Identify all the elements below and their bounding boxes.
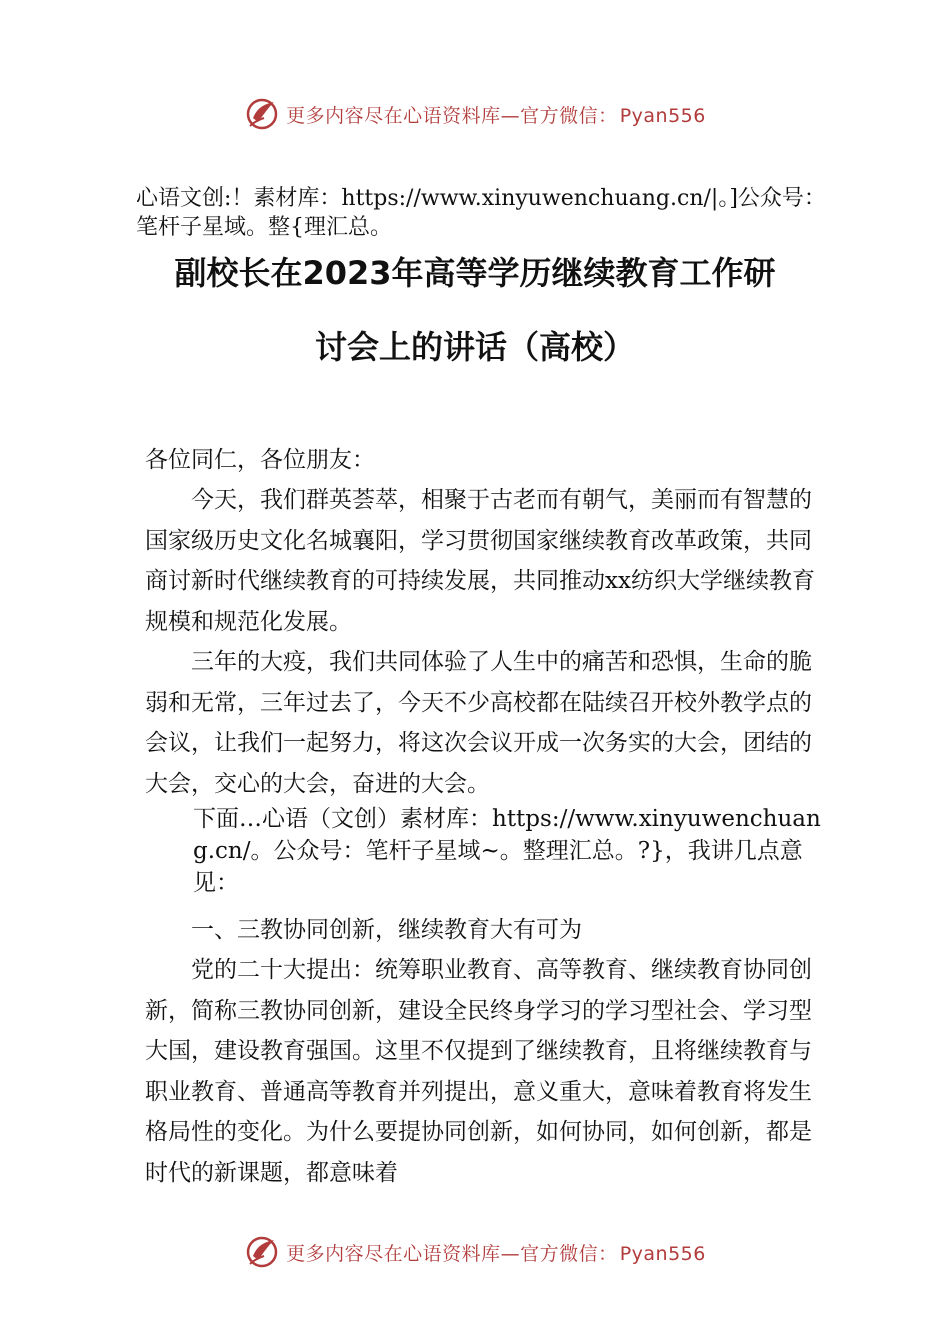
paragraph-1: 今天，我们群英荟萃，相聚于古老而有朝气，美丽而有智慧的国家级历史文化名城襄阳，学习贯彻国家继续教育改革政策，共同商讨新时代继续教育的可持续发展，共同推动xx纺织大学继续教育规模和规范化发展。 (145, 487, 815, 635)
footer-banner (0, 1230, 950, 1274)
document-title-line-2: 讨会上的讲话（高校） (314, 328, 635, 366)
source-line: 心语文创:！素材库：https://www.xinyuwenchuang.cn/|。]公众号：笔杆子星域。整{理汇总。 (136, 186, 826, 240)
paragraph-3: 下面…心语（文创）素材库：https://www.xinyuwenchuang.cn/。公众号：笔杆子星域~。整理汇总。?}，我讲几点意见： (193, 806, 821, 896)
section-heading-1: 一、三教协同创新，继续教育大有可为 (191, 917, 582, 943)
logo-icon (244, 96, 280, 132)
banner-text: 更多内容尽在心语资料库—官方微信： Pyan556 (286, 1242, 706, 1265)
greeting: 各位同仁，各位朋友： (145, 447, 375, 473)
paragraph-5: 党的二十大提出：统筹职业教育、高等教育、继续教育协同创新，简称三教协同创新，建设全民终身学习的学习型社会、学习型大国，建设教育强国。这里不仅提到了继续教育，且将继续教育与职业教育、普通高等教育并列提出，意义重大，意味着教育将发生格局性的变化。为什么要提协同创新，如何协同，如何创新，都是时代的新课题，都意味着 (145, 957, 812, 1186)
document-title-line-1: 副校长在2023年高等学历继续教育工作研 (174, 254, 776, 292)
banner-text: 更多内容尽在心语资料库—官方微信： Pyan556 (286, 104, 706, 127)
paragraph-2: 三年的大疫，我们共同体验了人生中的痛苦和恐惧，生命的脆弱和无常，三年过去了，今天不少高校都在陆续召开校外教学点的会议，让我们一起努力，将这次会议开成一次务实的大会，团结的大会，交心的大会，奋进的大会。 (145, 649, 812, 797)
header-banner (0, 92, 950, 136)
logo-icon (244, 1234, 280, 1270)
